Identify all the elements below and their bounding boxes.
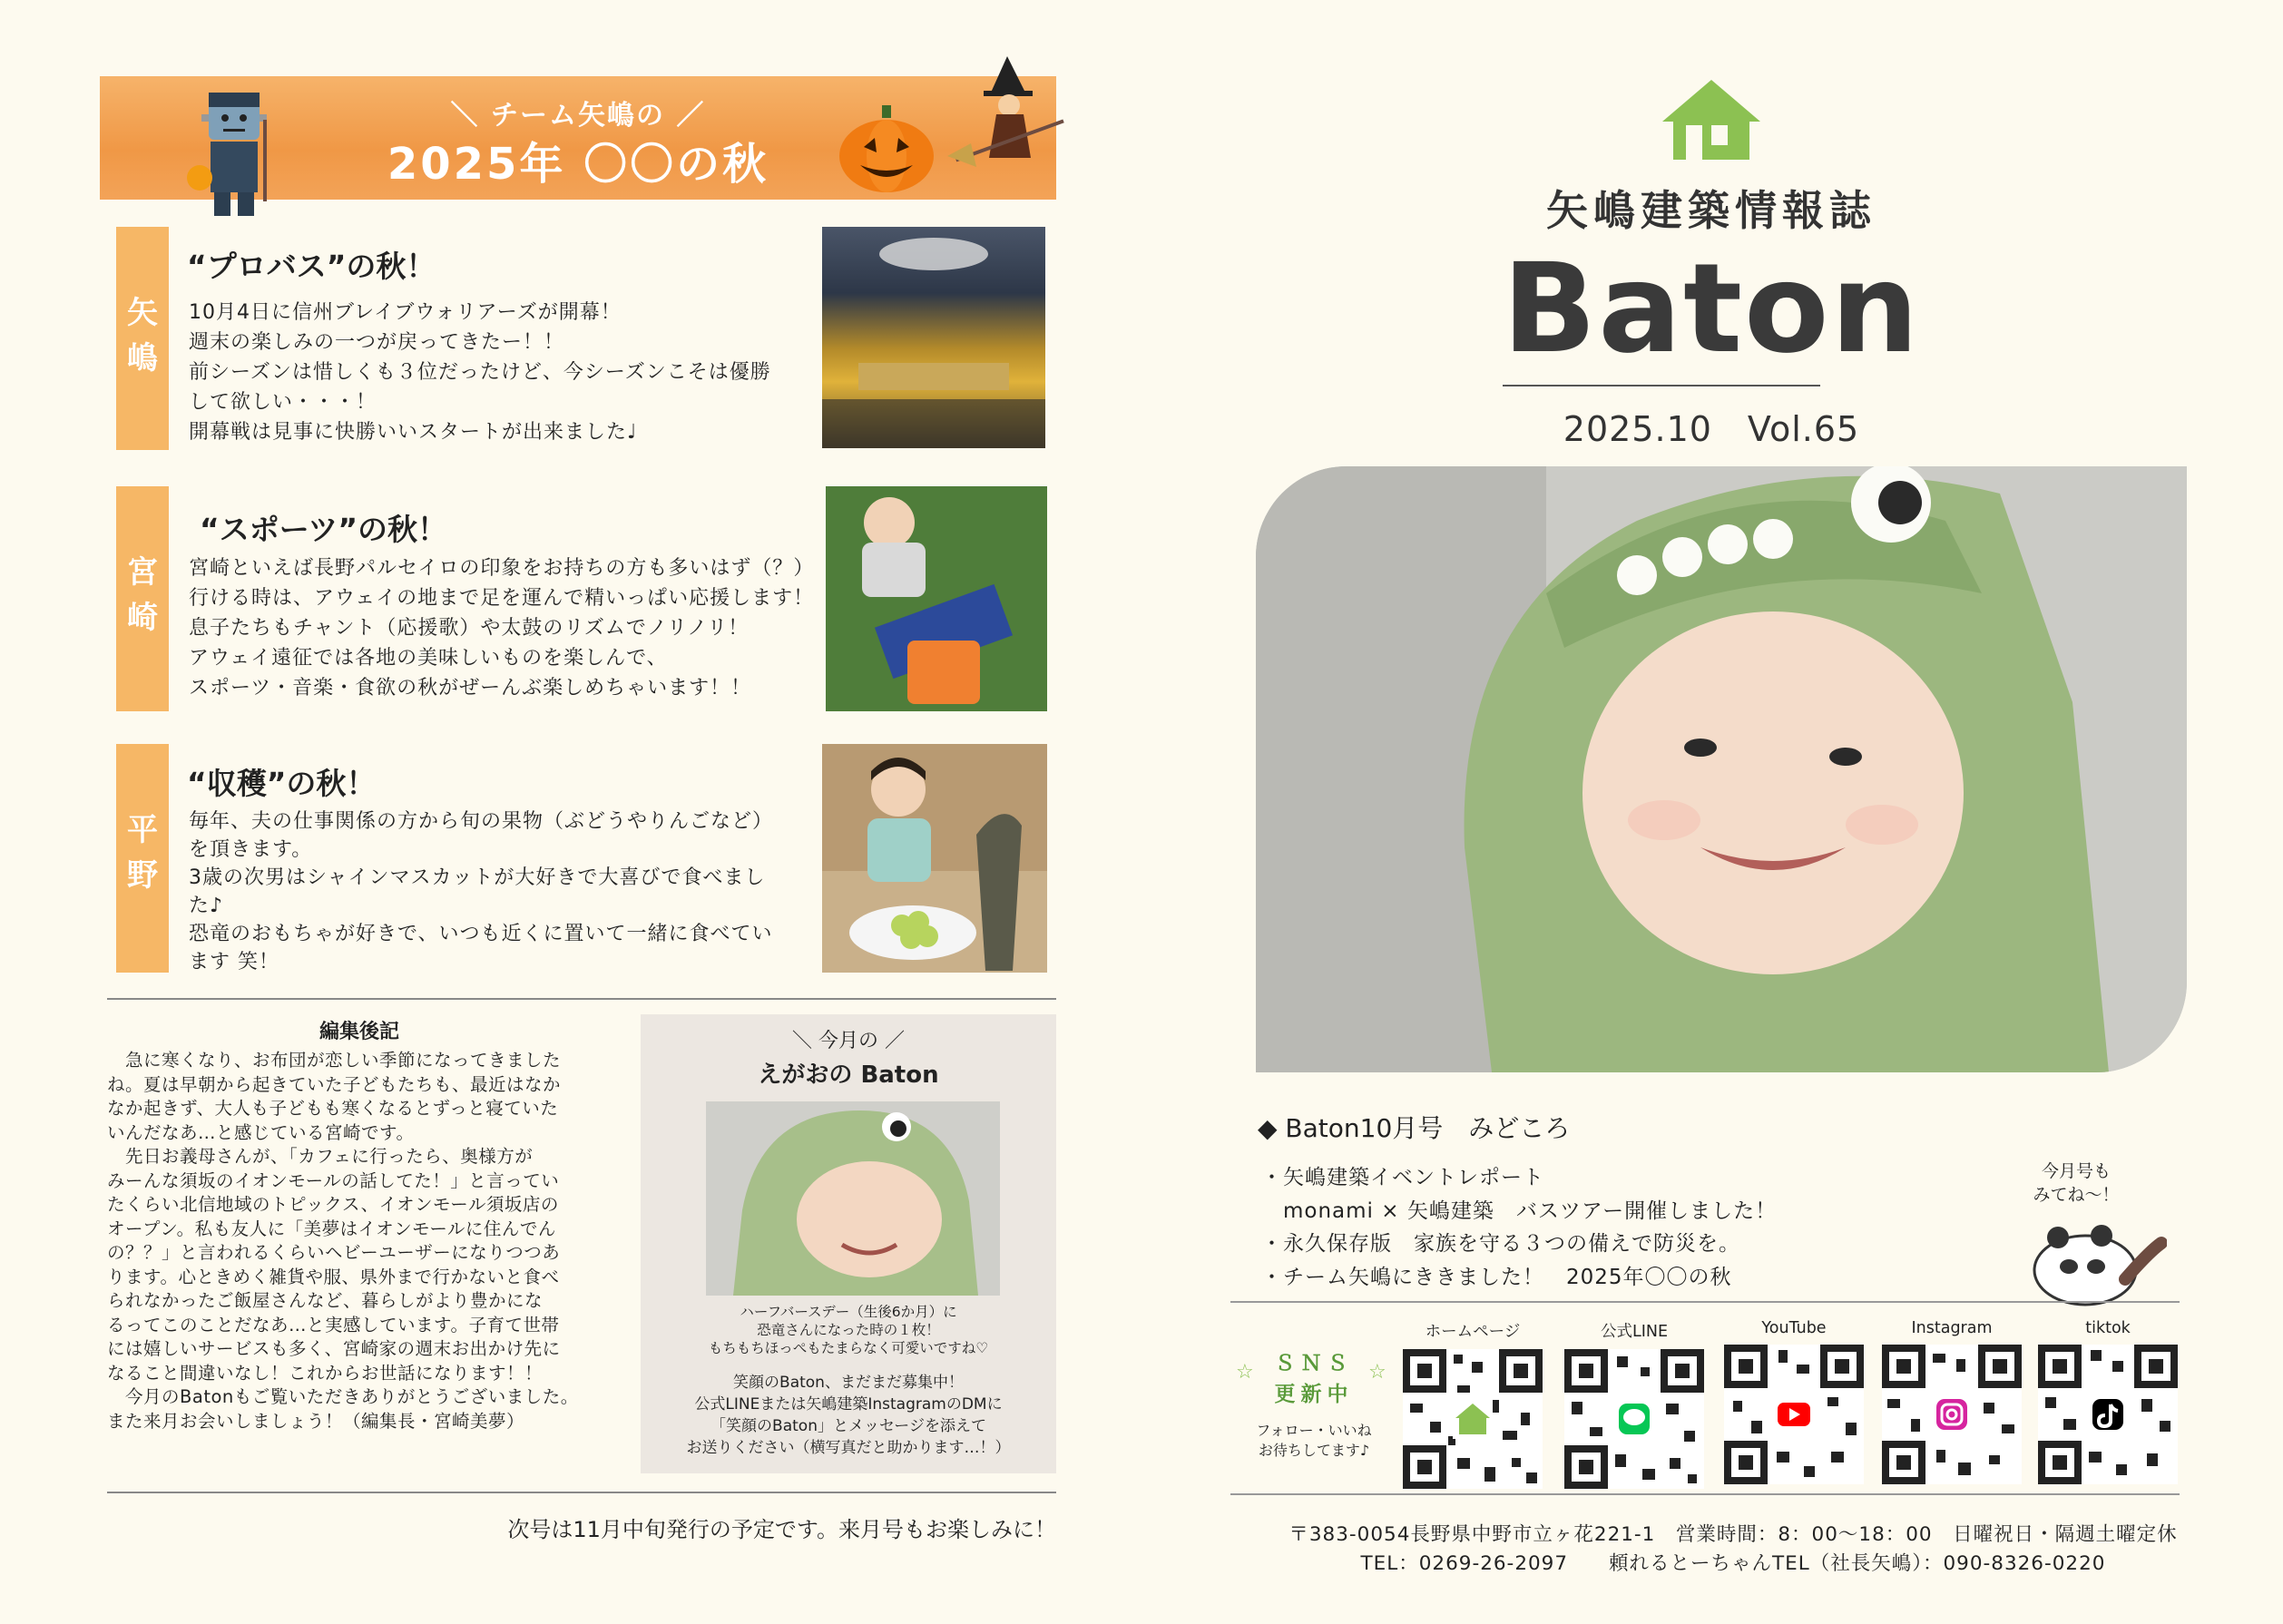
star-icon: ☆	[1368, 1361, 1386, 1384]
list-item: ・永久保存版 家族を守る３つの備えで防災を。	[1261, 1232, 1740, 1256]
arena-photo	[822, 227, 1045, 448]
section-title: “プロバス”の秋！	[187, 249, 436, 284]
qr-code-row	[1396, 1319, 2194, 1492]
qr-code[interactable]	[1882, 1345, 2022, 1484]
qr-label: tiktok	[2085, 1319, 2131, 1337]
cover-photo	[1256, 466, 2187, 1072]
smile-baton-box	[641, 1014, 1056, 1473]
frankenstein-illustration	[181, 93, 290, 220]
member-section-miyazaki	[116, 486, 1056, 711]
qr-label: Instagram	[1911, 1319, 1993, 1337]
masthead-rule	[1503, 385, 1820, 386]
company-phone: TEL：0269-26-2097 頼れるとーちゃんTEL（社長矢嶋）：090-8326-0220	[1360, 1552, 2106, 1575]
magazine-title: Baton	[1502, 238, 1921, 381]
grapes-photo	[822, 744, 1047, 973]
company-address: 〒383-0054長野県中野市立ヶ花221-1 営業時間：8：00～18：00 日曜祝日・隔週土曜定休	[1288, 1523, 2178, 1546]
section-title: “スポーツ”の秋！	[200, 512, 448, 547]
banner-subtitle: ＼ チーム矢嶋の ／	[450, 100, 706, 132]
divider	[1230, 1493, 2180, 1495]
qr-label: ホームページ	[1425, 1323, 1521, 1341]
member-section-hirano	[116, 744, 1056, 973]
section-body: 宮崎といえば長野パルセイロの印象をお持ちの方も多いはず（？） 行ける時は、アウェイの地まで足を運んで精いっぱい応援します！ 息子たちもチャント（応援歌）や太鼓のリズムでノリノリ！ アウェイ遠征では各地の美味しいものを楽しんで、 スポーツ・音楽・食欲の秋がぜーんぶ楽しめちゃいます！！	[189, 557, 815, 699]
section-body: 毎年、夫の仕事関係の方から旬の果物（ぶどうやりんごなど） を頂きます。 3歳の次男はシャインマスカットが大好きで大喜びで食べまし た♪ 恐竜のおもちゃが好きで、いつも近くに置いて一緒に食べてい ます 笑！	[189, 810, 774, 973]
divider	[107, 1492, 1056, 1493]
editor-note-title: 編集後記	[318, 1021, 399, 1043]
panda-illustration	[2031, 1216, 2167, 1306]
magazine-subtitle: 矢嶋建築情報誌	[1546, 186, 1876, 235]
issue-number: 2025.10 Vol.65	[1563, 409, 1860, 449]
house-logo-icon	[1659, 76, 1764, 163]
highlights-list	[1261, 1161, 1777, 1294]
star-icon: ☆	[1236, 1361, 1254, 1384]
member-name-tab: 矢 嶋	[116, 227, 169, 450]
next-issue-note: 次号は11月中旬発行の予定です。来月号もお楽しみに！	[507, 1517, 1056, 1542]
jack-o-lantern-illustration	[837, 103, 936, 194]
baby-dino-photo-small	[706, 1101, 1000, 1296]
sns-follow-note: フォロー・いいね お待ちしてます♪	[1256, 1422, 1372, 1459]
editor-note-body: 急に寒くなり、お布団が恋しい季節になってきました ね。夏は早朝から起きていた子どもたちも、最近はなか なか起きず、大人も子どもも寒くなるとずっと寝ていた いんだなあ…と感じている宮崎です。 先日お義母さんが、「カフェに行ったら、奥様方が みーんな須坂のイオンモールの話してた！」と言ってい たくらい北信地域のトピックス、イオンモール須坂店の オープン。私も友人に「美夢はイオンモールに住んでん の？？」と言われるくらいヘビーユーザーになりつつあ ります。心ときめく雑貨や服、県外まで行かないと食べ られなかったご飯屋さんなど、暮らしがより豊かにな るってこのことだなあ…と実感しています。子育て世帯 には嬉しいサービスも多く、宮崎家の週末お出かけ先に なること間違いなし！これからお世話になります！！ 今月のBatonもご覧いただきありがとうございました。 また来月お会いしましょう！（編集長・宮崎美夢）	[107, 1050, 579, 1432]
qr-code[interactable]	[2038, 1345, 2178, 1484]
qr-code[interactable]	[1724, 1345, 1864, 1484]
list-item: ・チーム矢嶋にききました！ 2025年〇〇の秋	[1261, 1265, 1732, 1289]
qr-code[interactable]	[1403, 1349, 1543, 1489]
line-qr[interactable]	[1557, 1319, 1711, 1489]
section-body: 10月4日に信州ブレイブウォリアーズが開幕！ 週末の楽しみの一つが戻ってきたー！！ 前シーズンは惜しくも３位だったけど、今シーズンこそは優勝 して欲しい・・・！ 開幕戦は見事に快勝いいスタートが出来ました♩	[189, 301, 771, 444]
smile-baton-recruit: 笑顔のBaton、まだまだ募集中！ 公式LINEまたは矢嶋建築InstagramのDMに 「笑顔のBaton」とメッセージを添えて お送りください（横写真だと助かります…！）	[686, 1374, 1011, 1457]
divider	[107, 998, 1056, 1000]
homepage-qr[interactable]	[1396, 1319, 1550, 1489]
list-item: ・矢嶋建築イベントレポート	[1261, 1166, 1544, 1189]
member-name-tab: 平 野	[116, 744, 169, 973]
member-section-yajima	[116, 227, 1056, 450]
highlights-heading: ◆ Baton10月号 みどころ	[1258, 1113, 1571, 1143]
qr-code[interactable]	[1564, 1349, 1704, 1489]
witch-illustration	[944, 56, 1071, 183]
qr-label: YouTube	[1761, 1319, 1827, 1337]
banner	[100, 76, 1056, 200]
sns-updating-label: ＳＮＳ 更新中	[1274, 1352, 1354, 1406]
smile-baton-caption: ハーフバースデー（生後6か月）に 恐竜さんになった時の１枚！ もちもちほっぺもたまらなく可愛いですね♡	[708, 1304, 989, 1356]
qr-label: 公式LINE	[1600, 1323, 1669, 1341]
list-item: monami × 矢嶋建築 バスツアー開催しました！	[1261, 1198, 1778, 1223]
member-name-tab: 宮 崎	[116, 486, 169, 711]
section-title: “収穫”の秋！	[187, 766, 377, 801]
smile-baton-title: えがおの Baton	[758, 1061, 939, 1089]
soccer-fan-photo	[826, 486, 1047, 711]
tiktok-qr[interactable]	[2031, 1319, 2185, 1484]
instagram-qr[interactable]	[1875, 1319, 2029, 1484]
youtube-qr[interactable]	[1717, 1319, 1871, 1484]
divider	[1230, 1301, 2180, 1303]
banner-title: 2025年 〇〇の秋	[387, 139, 769, 190]
smile-baton-subtitle: ＼ 今月の ／	[792, 1030, 905, 1052]
panda-speech: 今月号も みてね～！	[2033, 1161, 2120, 1205]
